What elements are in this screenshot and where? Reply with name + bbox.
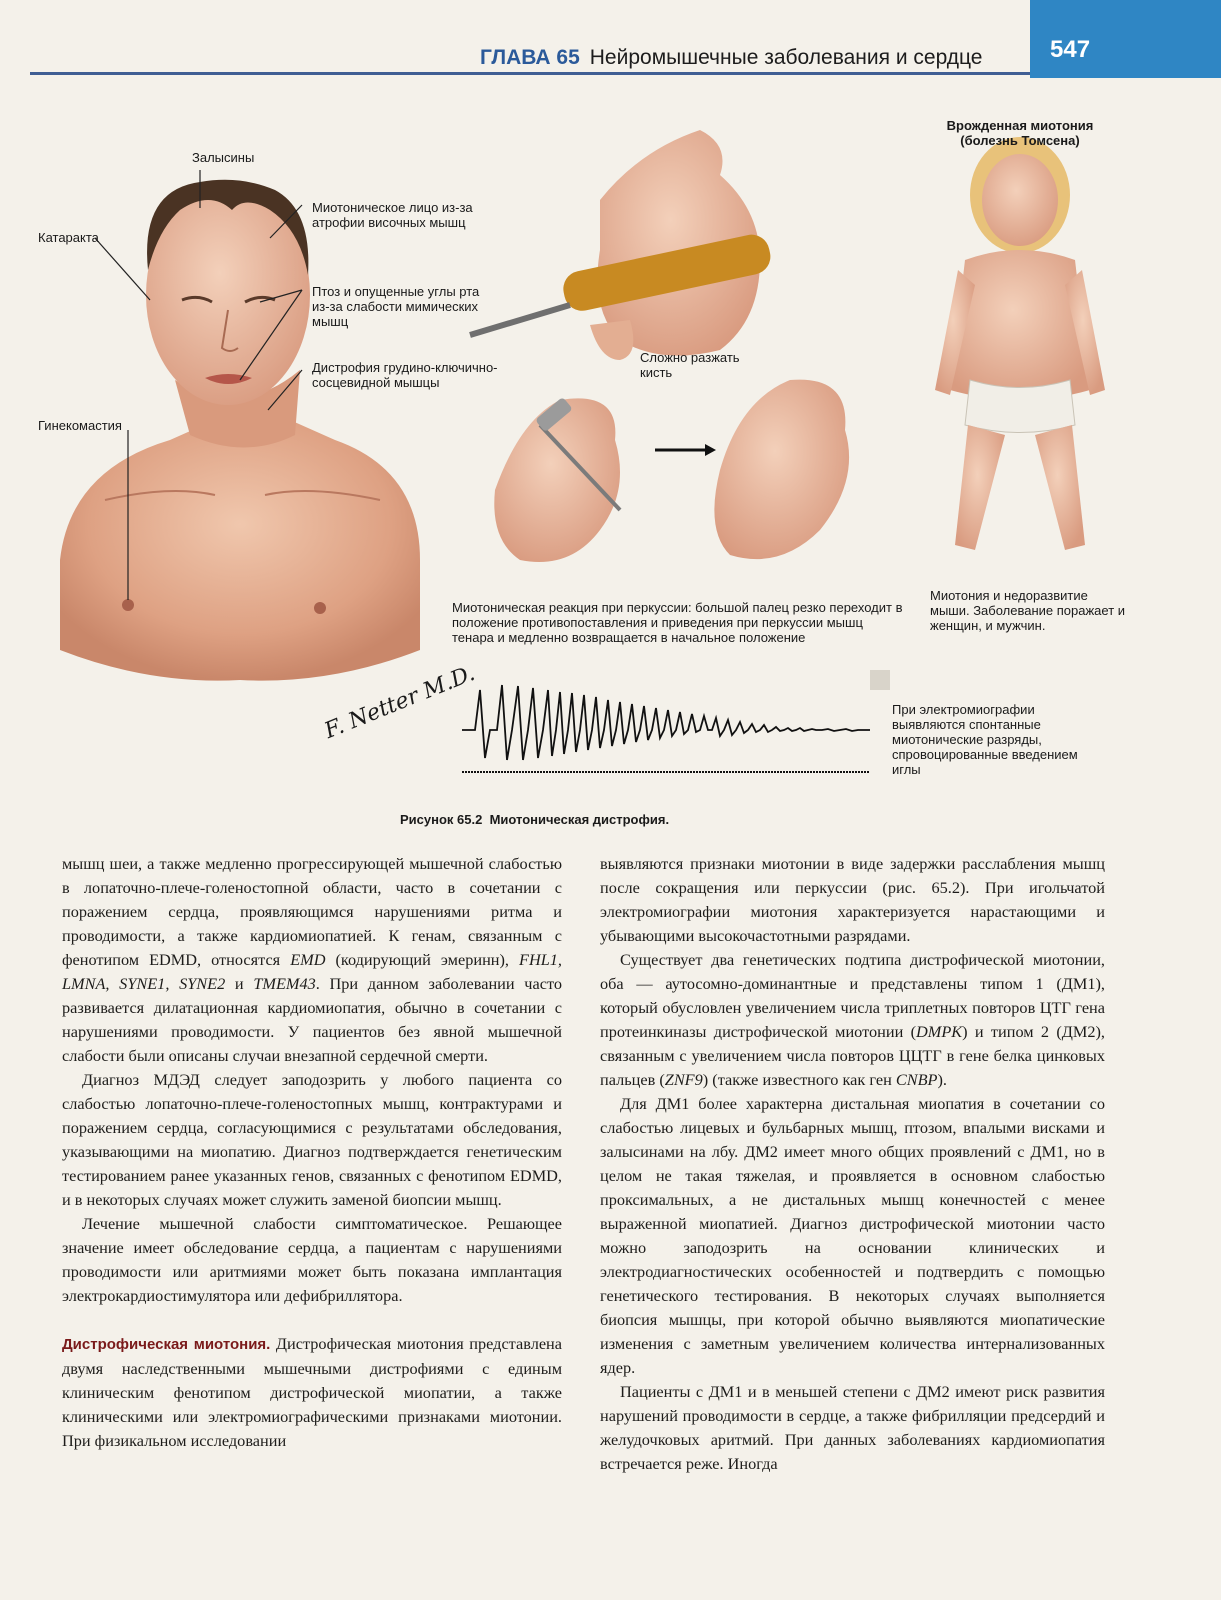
left-paragraph-1: мышц шеи, а также медленно прогрессирующей мышечной слабостью в лопаточно-плече-голеностопной области, часто в сочетании с поражением сердца, проявляющимся нарушениями ритма и проводимости, а также кардиомиопатией. К генам, связанным с фенотипом EDMD, относятся EMD (кодирующий эмеринн), FHL1, LMNA, SYNE1, SYNE2 и TMEM43. При данном заболевании часто развивается дилатационная кардиомиопатия, обычно в сочетании с нарушениями проводимости. У пациентов без явной мышечной слабости были описаны случаи внезапной сердечной смерти. (62, 854, 562, 1065)
emg-trace (462, 685, 870, 772)
left-paragraph-2: Диагноз МДЭД следует заподозрить у любого пациента со слабостью лопаточно-плече-голеностопных мышц, контрактурами и поражением сердца, согласующимися с результатами обследования, указывающими на миопатию. Диагноз подтверждается генетическим тестированием ранее указанных генов, связанных с фенотипом EDMD, и в некоторых случаях может служить заменой биопсии мышц. (62, 1070, 562, 1209)
text-column-right (600, 852, 1105, 1476)
label-thomsen-title: Врожденная миотония (болезнь Томсена) (946, 118, 1094, 148)
child-figure-illustration (935, 137, 1105, 550)
label-emg: При электромиографии выявляются спонтанные миотонические разряды, спровоцированные введением иглы (892, 702, 1078, 777)
chapter-title: Нейромышечные заболевания и сердце (589, 46, 983, 69)
right-paragraph-1: выявляются признаки миотонии в виде задержки расслабления мышц после сокращения или перкуссии (рис. 65.2). При игольчатой электромиографии миотония характеризуется нарастающими и убывающими высокочастотными разрядами. (600, 854, 1105, 945)
left-paragraph-4: Дистрофическая миотония. Дистрофическая миотония представлена двумя наследственными мышечными дистрофиями с единым клиническим фенотипом дистрофической миопатии, а также клиническими или электромиографическими признаками миотонии. При физикальном исследовании (62, 1334, 562, 1450)
label-cataract: Катаракта (38, 230, 99, 245)
label-myotonic-face: Миотоническое лицо из-за атрофии височных мышц (312, 200, 473, 230)
right-paragraph-4: Пациенты с ДМ1 и в меньшей степени с ДМ2 имеют риск развития нарушений проводимости в сердце, а также фибрилляции предсердий и желудочковых аритмий. При данных заболеваниях кардиомиопатия встречается реже. Иногда (600, 1382, 1105, 1473)
text-column-left (62, 852, 562, 1453)
label-ptosis: Птоз и опущенные углы рта из-за слабости мимических мышц (312, 284, 480, 329)
label-thomsen-desc: Миотония и недоразвитие мыши. Заболевание поражает и женщин, и мужчин. (930, 588, 1126, 633)
left-paragraph-3: Лечение мышечной слабости симптоматическое. Решающее значение имеет обследование сердца, а пациентам с нарушениями проводимости или аритмиями может быть показана имплантация электрокардиостимулятора или дефибриллятора. (62, 1214, 562, 1305)
label-sternocleido: Дистрофия грудино-ключично-сосцевидной мышцы (312, 360, 498, 390)
label-bald: Залысины (192, 150, 255, 165)
netter-signature: F. Netter M.D. (321, 661, 479, 744)
section-lead: Дистрофическая миотония. (62, 1336, 271, 1353)
emg-marker (870, 670, 890, 690)
percussion-hands-illustration (494, 380, 849, 562)
figure-65-2 (0, 90, 1221, 810)
caption-title: Миотоническая дистрофия. (489, 812, 670, 827)
label-gynecomastia: Гинекомастия (38, 418, 122, 433)
page-number: 547 (1050, 36, 1091, 63)
caption-number: Рисунок 65.2 (400, 812, 483, 827)
chapter-header (480, 46, 1028, 70)
chapter-label: ГЛАВА 65 (480, 46, 580, 69)
grip-hand-illustration (470, 130, 774, 360)
label-percussion: Миотоническая реакция при перкуссии: большой палец резко переходит в положение противопоставления и приведения при перкуссии мышц тенара и медленно возвращается в начальное положение (452, 600, 903, 645)
header-rule (30, 72, 1030, 75)
right-paragraph-2: Существует два генетических подтипа дистрофической миотонии, оба — аутосомно-доминантные и представлены типом 1 (ДМ1), который обусловлен увеличением числа триплетных повторов ЦТГ гена протеинкиназы дистрофической миотонии (DMPK) и типом 2 (ДМ2), связанным с увеличением числа повторов ЦЦТГ в гене белка цинковых пальцев (ZNF9) (также известного как ген CNBP). (600, 950, 1105, 1089)
right-paragraph-3: Для ДМ1 более характерна дистальная миопатия в сочетании со слабостью лицевых и бульбарных мышц, птозом, впалыми висками и залысинами на лбу. ДМ2 имеет много общих проявлений с ДМ1, но в целом не такая тяжелая, и проявляется в основном слабостью проксимальных, а не дистальных мышц конечностей с менее выраженной миопатией. Диагноз дистрофической миотонии часто можно заподозрить на основании клинических и электродиагностических особенностей и подтвердить с помощью генетического тестирования. В некоторых случаях выполняется биопсия мышцы, при которой обычно выявляются миопатические изменения с заметным увеличением количества интернализованных ядер. (600, 1094, 1105, 1377)
figure-caption (400, 812, 880, 827)
label-grip: Сложно разжать кисть (640, 350, 740, 380)
